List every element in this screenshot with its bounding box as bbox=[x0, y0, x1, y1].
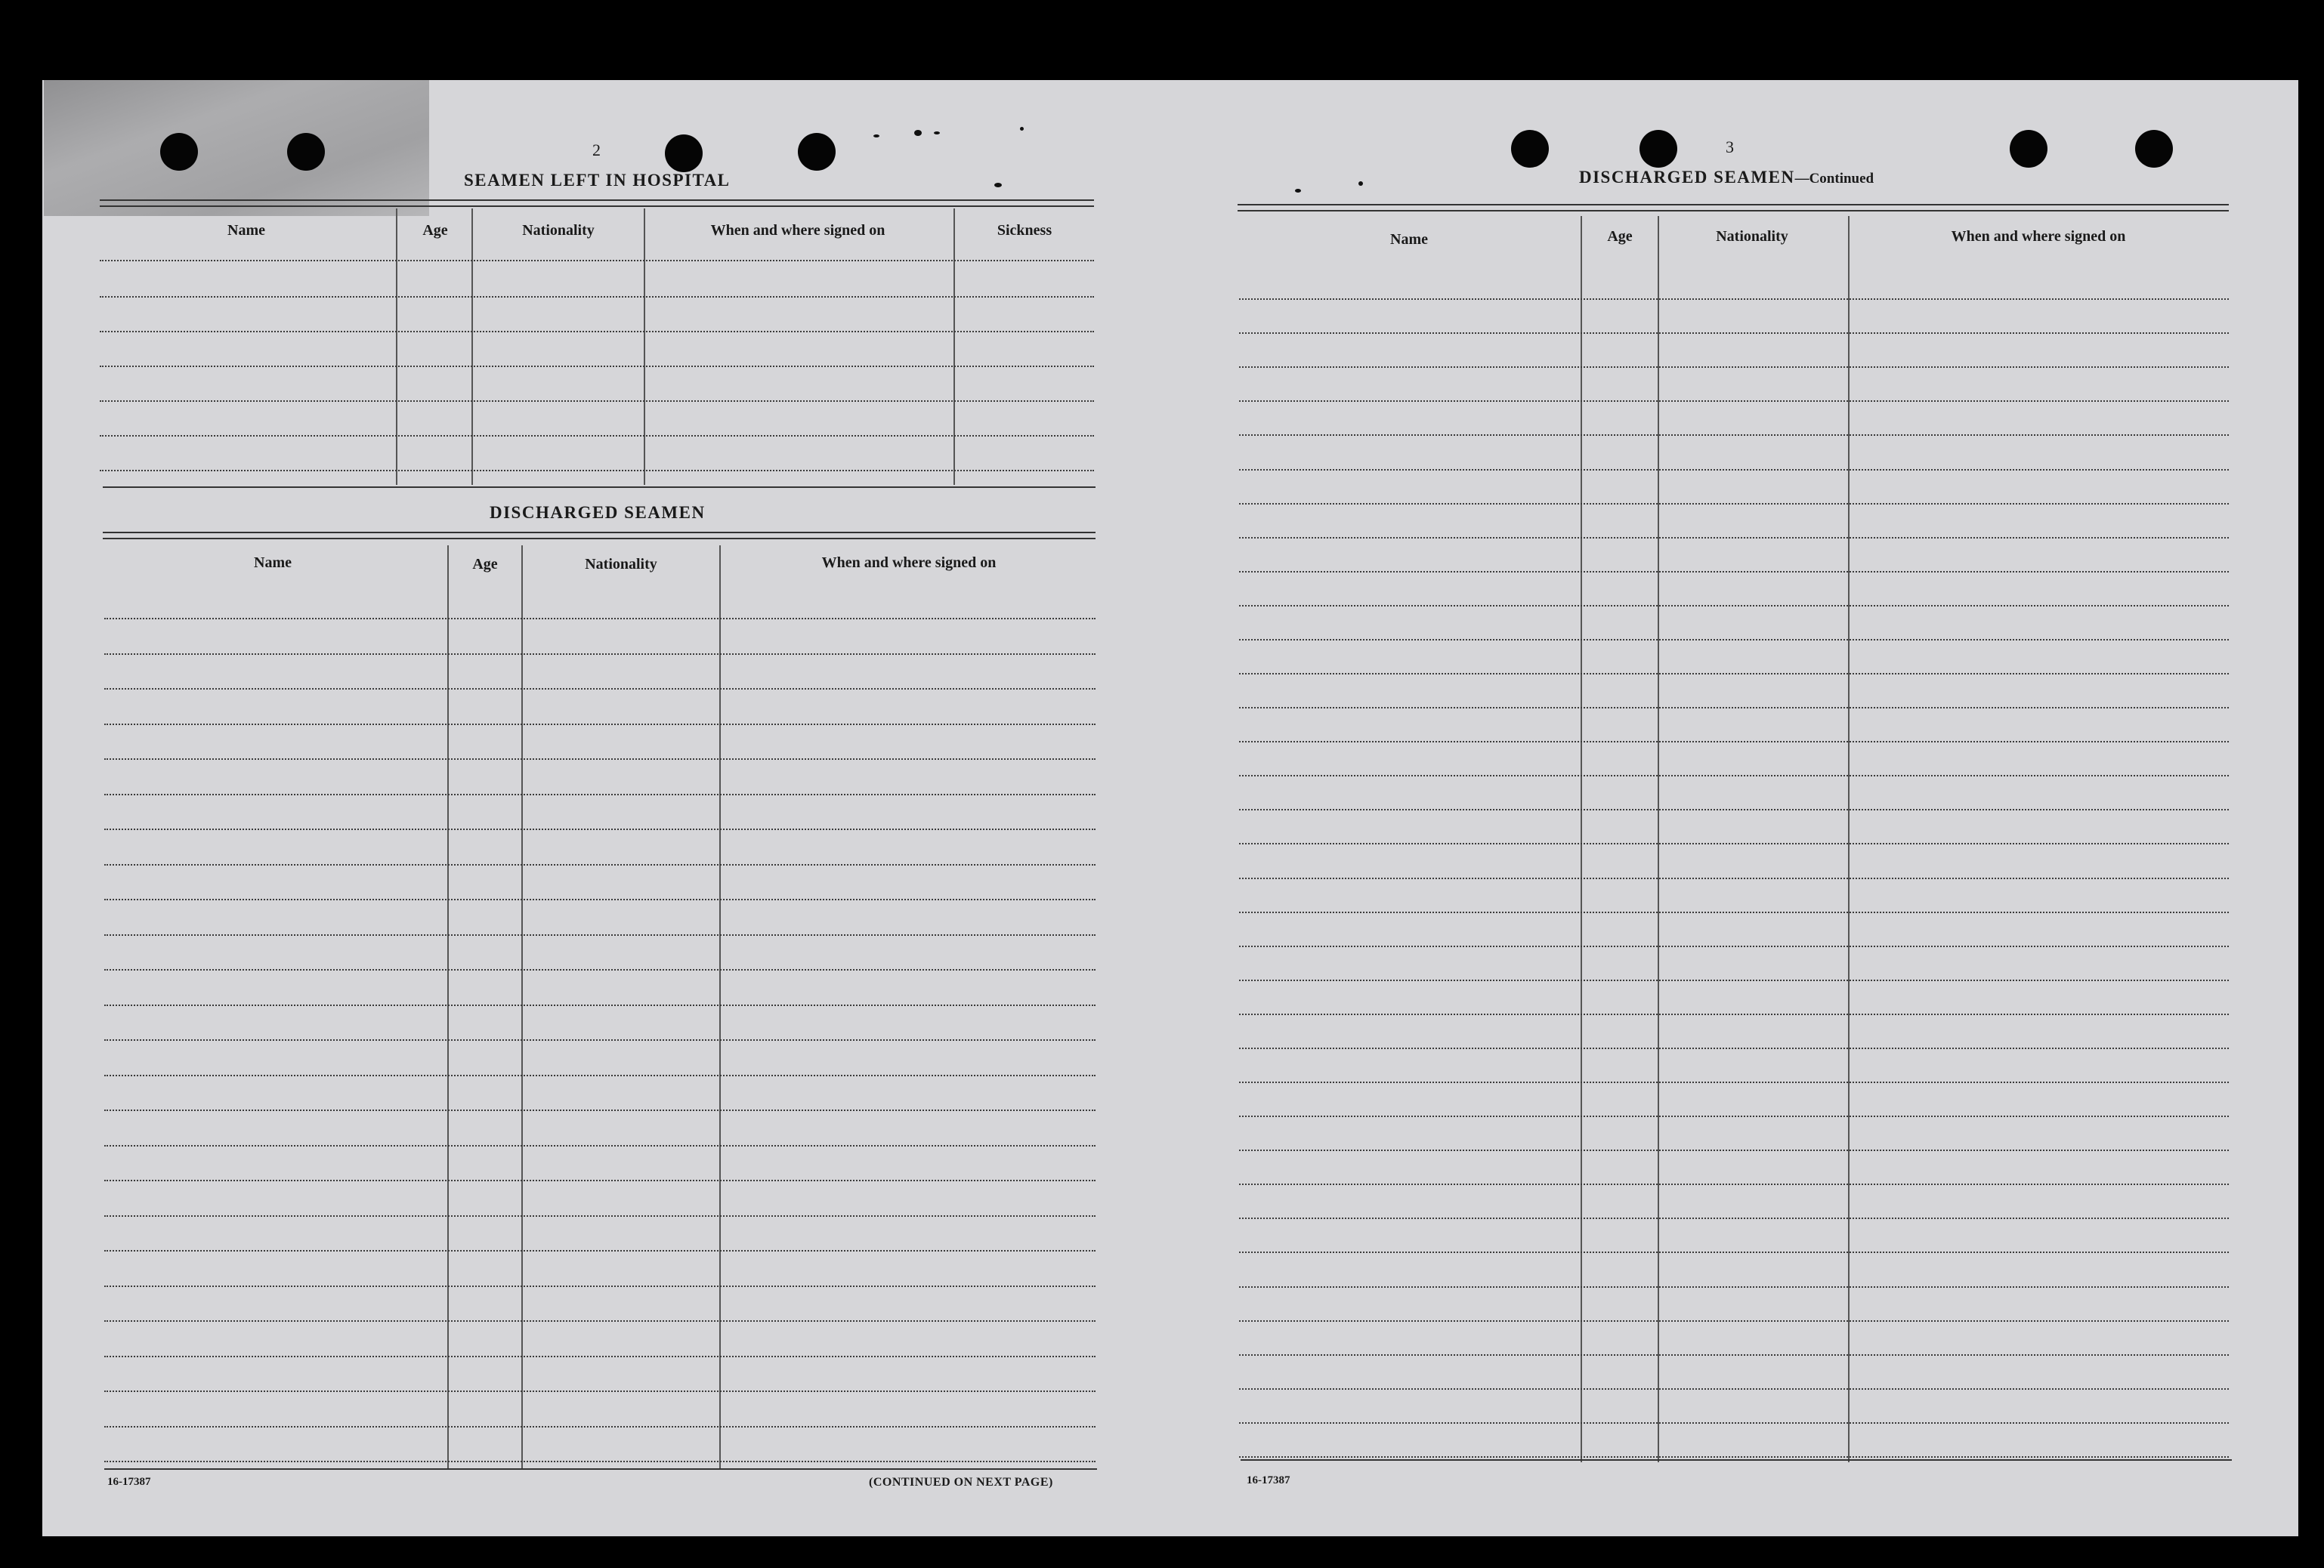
divider-rule bbox=[103, 538, 1096, 539]
table-row bbox=[1239, 1150, 2229, 1151]
table-row bbox=[1239, 1082, 2229, 1083]
table-row bbox=[1239, 1354, 2229, 1356]
table-row bbox=[1239, 332, 2229, 334]
page-number: 3 bbox=[1726, 137, 1734, 156]
column-header: When and where signed on bbox=[1951, 228, 2126, 245]
table-row bbox=[1239, 809, 2229, 810]
divider-rule bbox=[1238, 210, 2229, 211]
divider-rule bbox=[103, 486, 1096, 488]
table-row bbox=[104, 899, 1096, 900]
discharged-continued-title-main: DISCHARGED SEAMEN bbox=[1579, 168, 1795, 187]
ink-speck bbox=[994, 183, 1002, 187]
table-row bbox=[1239, 1048, 2229, 1049]
punch-hole bbox=[2135, 130, 2173, 168]
table-row bbox=[1239, 912, 2229, 913]
ink-speck bbox=[934, 131, 940, 134]
table-row bbox=[104, 1286, 1096, 1287]
table-row bbox=[1239, 775, 2229, 776]
column-header: Name bbox=[227, 222, 265, 239]
table-row bbox=[104, 1250, 1096, 1252]
table-row bbox=[104, 969, 1096, 971]
table-row bbox=[1239, 980, 2229, 981]
table-row bbox=[1239, 639, 2229, 640]
table-row bbox=[1239, 1286, 2229, 1288]
table-row bbox=[1239, 537, 2229, 539]
table-row bbox=[104, 618, 1096, 619]
ink-speck bbox=[1020, 127, 1024, 131]
ink-speck bbox=[914, 130, 922, 136]
table-row bbox=[1239, 1184, 2229, 1185]
punch-hole bbox=[2010, 130, 2047, 168]
ink-speck bbox=[1295, 189, 1301, 193]
table-row bbox=[1239, 366, 2229, 368]
divider-rule bbox=[103, 532, 1096, 533]
table-row bbox=[1239, 673, 2229, 674]
table-row bbox=[1239, 1252, 2229, 1253]
column-header: Sickness bbox=[997, 222, 1052, 239]
table-row bbox=[1239, 1388, 2229, 1390]
discharged-continued-title bbox=[1579, 168, 1874, 187]
form-number: 16-17387 bbox=[1247, 1474, 1290, 1486]
discharged-continued-suffix: —Continued bbox=[1794, 171, 1874, 187]
column-header: Name bbox=[254, 554, 292, 571]
table-row bbox=[1239, 503, 2229, 505]
table-row bbox=[1239, 469, 2229, 471]
table-row bbox=[104, 864, 1096, 866]
ink-speck bbox=[1358, 181, 1363, 186]
table-row bbox=[104, 758, 1096, 760]
table-row bbox=[104, 1215, 1096, 1217]
punch-hole bbox=[798, 133, 836, 171]
table-row bbox=[1239, 1320, 2229, 1322]
column-header: When and where signed on bbox=[710, 222, 885, 239]
column-divider bbox=[953, 208, 955, 485]
column-divider bbox=[1658, 216, 1659, 1462]
divider-rule bbox=[1238, 204, 2229, 205]
column-divider bbox=[396, 208, 397, 485]
tape-strip bbox=[44, 80, 429, 216]
table-row bbox=[104, 794, 1096, 795]
column-divider bbox=[471, 208, 473, 485]
form-number: 16-17387 bbox=[107, 1476, 151, 1488]
table-row bbox=[104, 829, 1096, 830]
table-row bbox=[1239, 1218, 2229, 1219]
divider-rule bbox=[1241, 1459, 2232, 1461]
column-header: Age bbox=[472, 556, 498, 573]
ink-speck bbox=[873, 134, 879, 137]
table-row bbox=[100, 435, 1094, 437]
table-row bbox=[104, 1005, 1096, 1006]
table-row bbox=[1239, 1422, 2229, 1424]
divider-rule bbox=[104, 1468, 1097, 1470]
column-divider bbox=[1848, 216, 1850, 1462]
table-row bbox=[1239, 843, 2229, 844]
column-divider bbox=[644, 208, 645, 485]
table-row bbox=[1239, 298, 2229, 300]
table-row bbox=[104, 1320, 1096, 1322]
table-row bbox=[104, 1426, 1096, 1428]
hospital-section-title: SEAMEN LEFT IN HOSPITAL bbox=[464, 171, 731, 190]
table-row bbox=[104, 1145, 1096, 1147]
table-row bbox=[104, 1110, 1096, 1111]
page-number: 2 bbox=[592, 140, 601, 159]
table-row bbox=[1239, 878, 2229, 879]
punch-hole bbox=[1639, 130, 1677, 168]
table-row bbox=[1239, 946, 2229, 947]
table-row bbox=[1239, 1116, 2229, 1117]
punch-hole bbox=[287, 133, 325, 171]
table-row bbox=[100, 331, 1094, 332]
table-row bbox=[1239, 741, 2229, 742]
column-header: Age bbox=[1607, 228, 1633, 245]
table-row bbox=[100, 366, 1094, 367]
discharged-section-title: DISCHARGED SEAMEN bbox=[490, 503, 706, 522]
table-row bbox=[100, 400, 1094, 402]
column-header: Nationality bbox=[585, 556, 657, 573]
table-row bbox=[104, 1356, 1096, 1357]
table-row bbox=[1239, 605, 2229, 607]
table-row bbox=[100, 470, 1094, 471]
column-header: Age bbox=[422, 222, 448, 239]
table-row bbox=[104, 1391, 1096, 1392]
table-row bbox=[104, 1075, 1096, 1076]
table-row bbox=[104, 1180, 1096, 1181]
table-row bbox=[1239, 400, 2229, 402]
divider-rule bbox=[100, 205, 1094, 207]
punch-hole bbox=[160, 133, 198, 171]
column-header: Name bbox=[1390, 231, 1428, 248]
punch-hole bbox=[665, 134, 703, 172]
column-divider bbox=[1581, 216, 1582, 1462]
column-divider bbox=[521, 545, 523, 1468]
table-row bbox=[104, 724, 1096, 725]
column-header: Nationality bbox=[1716, 228, 1788, 245]
table-row bbox=[104, 1461, 1096, 1462]
table-row bbox=[104, 934, 1096, 936]
column-divider bbox=[447, 545, 449, 1468]
table-row bbox=[1239, 571, 2229, 573]
column-header: Nationality bbox=[522, 222, 595, 239]
table-row bbox=[1239, 434, 2229, 436]
table-row bbox=[100, 296, 1094, 298]
punch-hole bbox=[1511, 130, 1549, 168]
table-row bbox=[104, 653, 1096, 655]
table-row bbox=[1239, 1014, 2229, 1015]
continued-note: (CONTINUED ON NEXT PAGE) bbox=[869, 1476, 1053, 1489]
table-row bbox=[1239, 707, 2229, 708]
table-row bbox=[100, 260, 1094, 261]
table-row bbox=[104, 1039, 1096, 1041]
divider-rule bbox=[100, 199, 1094, 201]
table-row bbox=[1239, 1456, 2229, 1458]
table-row bbox=[104, 688, 1096, 690]
column-divider bbox=[719, 545, 721, 1468]
column-header: When and where signed on bbox=[821, 554, 997, 571]
